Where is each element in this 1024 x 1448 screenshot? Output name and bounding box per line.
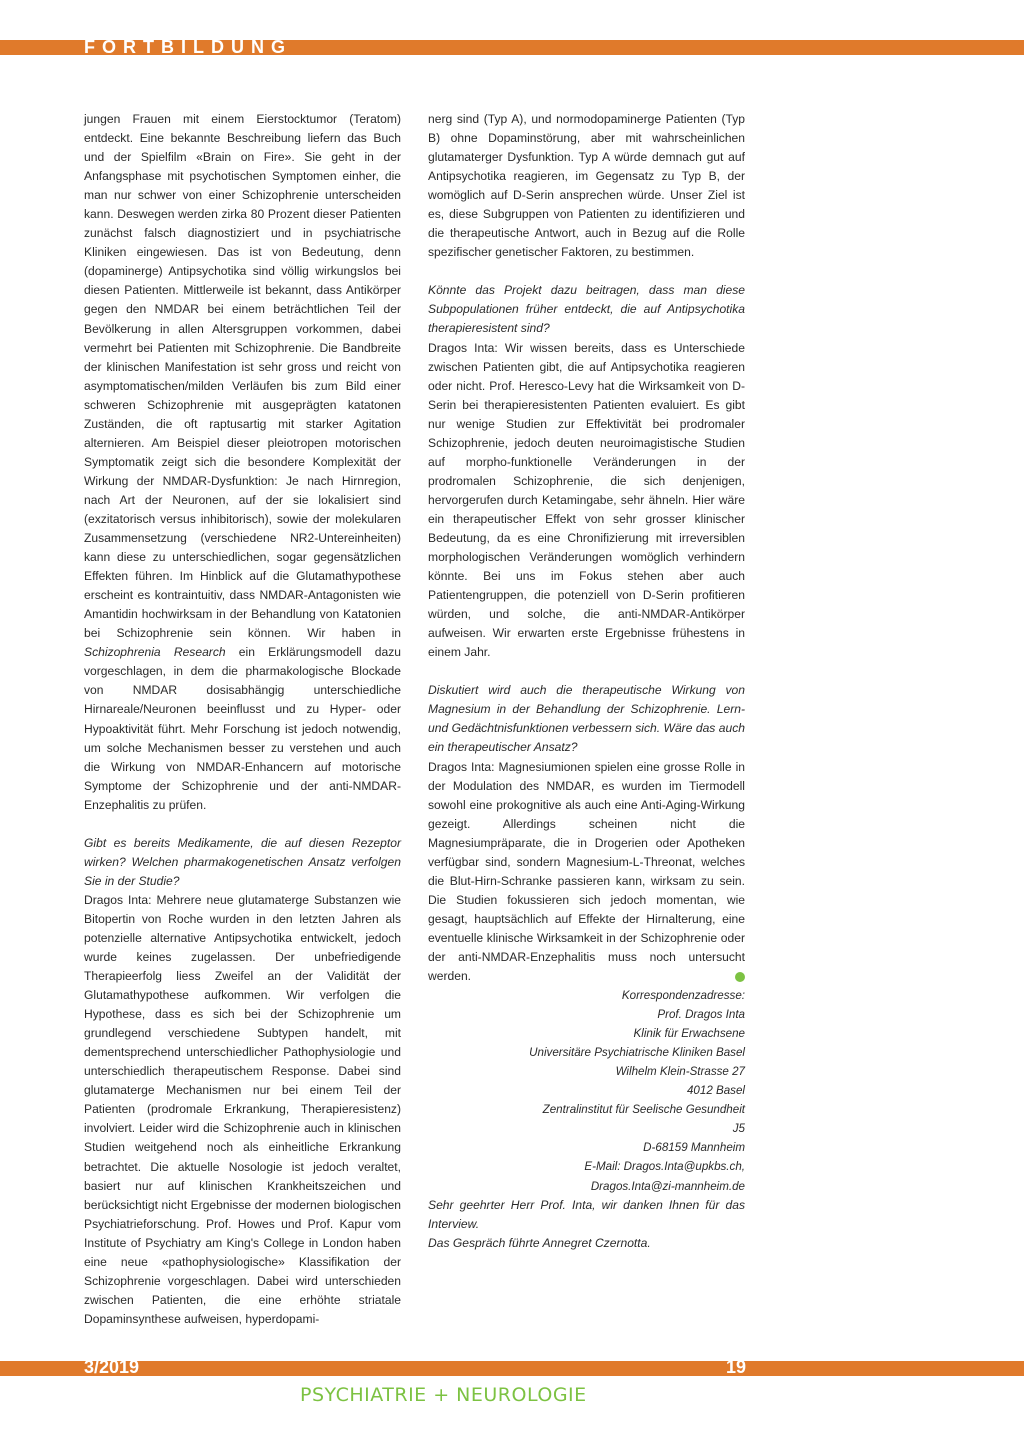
body-text: jungen Frauen mit einem Eierstocktumor (Teratom) entdeckt. Eine bekannte Beschreibung liefern das Buch und der Spielfilm «Brain on Fire». Sie geht in der Anfangsphase mit psychotischen Symptomen einher, die man nur schwer von einer Schizophrenie unterscheiden kann. Deswegen werden zirka 80 Prozent dieser Patienten zunächst falsch diagnostiziert und in psychiatrische Kliniken eingewiesen. Das ist von Bedeutung, denn (dopaminerge) Antipsychotika sind völlig wirkungslos bei diesen Patienten. Mittlerweile ist bekannt, dass Antikörper gegen den NMDAR bei einem beträchtlichen Teil der Bevölkerung in allen Altersgruppen vorkommen, dabei vermehrt bei Patienten mit Schizophrenie. Die Bandbreite der klinischen Manifestation ist sehr gross und reicht von asymptomatischen/milden Verläufen bis zum Bild einer schweren Schizophrenie mit ausgeprägten katatonen Zuständen, die oft raptusartig mit starker Agitation alternieren. Am Beispiel dieser pleiotropen motorischen Symptomatik zeigt sich die besondere Komplexität der Wirkung der NMDAR-Dysfunktion: Je nach Hirnregion, nach Art der Neuronen, auf der sie lokalisiert sind (exzitatorisch versus inhibitorisch), sowie der molekularen Zusammensetzung (verschiedene NR2-Untereinheiten) kann diese zu unterschiedlichen, sogar gegensätzlichen Effekten führen. Im Hinblick auf die Glutamathypothese erscheint es kontraintuitiv, dass NMDAR-Antagonisten wie Amantidin hochwirksam in der Behandlung von Katatonien bei Schizophrenie sein können. Wir haben in — [84, 112, 401, 641]
answer-text: Mehrere neue glutamaterge Substanzen wie Bitopertin von Roche wurden in den letzten Jahren als potenzielle alternative Antipsychotika entwickelt, jedoch wurde keines zugelassen. Der unbefriedigende Therapieerfolg liess Zweifel an der Validität der Glutamathypothese aufkommen. Wir verfolgen die Hypothese, dass es sich bei der Schizophrenie um grundlegend verschiedene Subtypen handelt, mit dementsprechend unterschiedlicher Pathophysiologie und unterschiedlich therapeutischem Response. Dabei sind glutamaterge Mechanismen nur bei einem Teil der Patienten (prodromale Erkrankung, Therapieresistenz) involviert. Leider wird die Schizophrenie auch in klinischen Studien weitgehend noch als einheitliche Erkrankung betrachtet. Die aktuelle Nosologie ist jedoch veraltet, basiert nur auf klinischen Krankheitszeichen und berücksichtigt nicht Ergebnisse der modernen biologischen Psychiatrieforschung. Prof. Howes und Prof. Kapur vom Institute of Psychiatry am King's College in London haben eine neue «pathophysiologische» Klassifikation der Schizophrenie vorgeschlagen. Dabei wird unterschieden zwischen Patienten, die eine erhöhte striatale Dopaminsynthese aufweisen, hyperdopami- — [84, 892, 401, 1326]
interviewer-credit: Das Gespräch führte Annegret Czernotta. — [428, 1235, 651, 1250]
section-label: FORTBILDUNG — [84, 37, 292, 57]
body-paragraph: nerg sind (Typ A), und normodopaminerge Patienten (Typ B) ohne Dopaminstörung, aber mit wahrscheinlichen glutamaterger Dysfunktion. Typ A würde demnach gut auf Antipsychotika reagieren, im Gegensatz zu Typ B, der womöglich auf D-Serin ansprechen würde. Unser Ziel ist es, diese Subgruppen von Patienten zu identifizieren und die therapeutische Antwort, auch in Bezug auf die Rolle spezifischer genetischer Faktoren, zu bestimmen. — [428, 112, 745, 260]
speaker-name: Dragos Inta: — [428, 340, 498, 355]
end-mark-icon — [735, 972, 745, 982]
address-line: Korrespondenzadresse: — [621, 989, 745, 1003]
speaker-name: Dragos Inta: — [428, 759, 495, 774]
address-line: 4012 Basel — [686, 1084, 745, 1098]
address-line: Prof. Dragos Inta — [657, 1008, 745, 1022]
answer-text: Magnesiumionen spielen eine grosse Rolle in der Modulation des NMDAR, es wurden im Tiermodell sowohl eine prokognitive als auch eine Anti-Aging-Wirkung gezeigt. Allerdings scheinen nicht die Magnesiumpräparate, die in Drogerien oder Apotheken verfügbar sind, sondern Magnesium-L-Threonat, welches die Blut-Hirn-Schranke passieren kann, wirksam zu sein. Die Studien fokussieren sich jedoch momentan, wie gesagt, hauptsächlich auf Effekte der Hirnalterung, eine eventuelle klinische Wirksamkeit in der Schizophrenie oder der anti-NMDAR-Enzephalitis muss noch untersucht werden. — [428, 759, 745, 984]
correspondence-address — [428, 986, 745, 1196]
journal-reference: Schizophrenia Research — [84, 645, 226, 660]
interview-answer — [428, 758, 745, 987]
right-column — [428, 110, 745, 1253]
address-line: Wilhelm Klein-Strasse 27 — [615, 1065, 745, 1079]
speaker-name: Dragos Inta: — [84, 892, 152, 907]
body-paragraph — [84, 110, 401, 815]
left-column — [84, 110, 401, 1329]
interview-answer — [84, 891, 401, 1329]
interview-question: Gibt es bereits Medikamente, die auf diesen Rezeptor wirken? Welchen pharmakogenetischen Ansatz verfolgen Sie in der Studie? — [84, 835, 401, 888]
body-text: ein Erklärungsmodell dazu vorgeschlagen, in dem die pharmakologische Blockade von NMDAR dosisabhängig unterschiedliche Hirnareale/Neuronen beeinflusst und zu Hyper- oder Hypoaktivität führt. Mehr Forschung ist jedoch notwendig, um solche Mechanismen besser zu verstehen und auch die Wirkung von NMDAR-Enhancern auf motorische Symptome der Schizophrenie und der anti-NMDAR-Enzephalitis zu prüfen. — [84, 645, 402, 812]
address-line: J5 — [732, 1122, 745, 1136]
answer-text: Wir wissen bereits, dass es Unterschiede zwischen Patienten gibt, die auf Antipsychotika reagieren oder nicht. Prof. Heresco-Levy hat die Wirksamkeit von D-Serin bei therapieresistenten Patienten evaluiert. Es gibt nur wenige Studien zur Effektivität bei prodromaler Schizophrenie, jedoch deuten neuroimagistische Studien auf morpho-funktionelle Veränderungen in der prodromalen Schizophrenie, die sich denjenigen, hervorgerufen durch Ketamingabe, sehr ähneln. Hier wäre ein therapeutischer Effekt von sehr grosser klinischer Bedeutung, da es eine Chronifizierung mit irreversiblen morphologischen Veränderungen womöglich verhindern könnte. Bei uns im Fokus stehen aber auch Patientengruppen, die potenziell von D-Serin profitieren würden, und solche, die anti-NMDAR-Antikörper aufweisen. Wir erwarten erste Ergebnisse frühestens in einem Jahr. — [428, 340, 745, 660]
closing-thanks: Sehr geehrter Herr Prof. Inta, wir danken Ihnen für das Interview. — [428, 1197, 745, 1231]
address-line: Klinik für Erwachsene — [633, 1027, 745, 1041]
address-line: Zentralinstitut für Seelische Gesundheit — [542, 1103, 745, 1117]
address-line: Dragos.Inta@zi-mannheim.de — [590, 1179, 745, 1193]
interview-question: Diskutiert wird auch die therapeutische Wirkung von Magnesium in der Behandlung der Schizophrenie. Lern- und Gedächtnisfunktionen verbessern sich. Wäre das auch ein therapeutischer Ansatz? — [428, 683, 745, 755]
interview-answer — [428, 339, 745, 663]
page-number: 19 — [725, 1357, 746, 1377]
journal-name: PSYCHIATRIE + NEUROLOGIE — [300, 1384, 587, 1406]
issue-number: 3/2019 — [84, 1357, 140, 1377]
address-line: Universitäre Psychiatrische Kliniken Basel — [529, 1046, 745, 1060]
interview-question: Könnte das Projekt dazu beitragen, dass man diese Subpopulationen früher entdeckt, die auf Antipsychotika therapieresistent sind? — [428, 283, 745, 336]
footer-bar — [0, 1361, 1024, 1376]
address-line: D-68159 Mannheim — [643, 1141, 745, 1155]
address-line: E-Mail: Dragos.Inta@upkbs.ch, — [584, 1160, 745, 1174]
